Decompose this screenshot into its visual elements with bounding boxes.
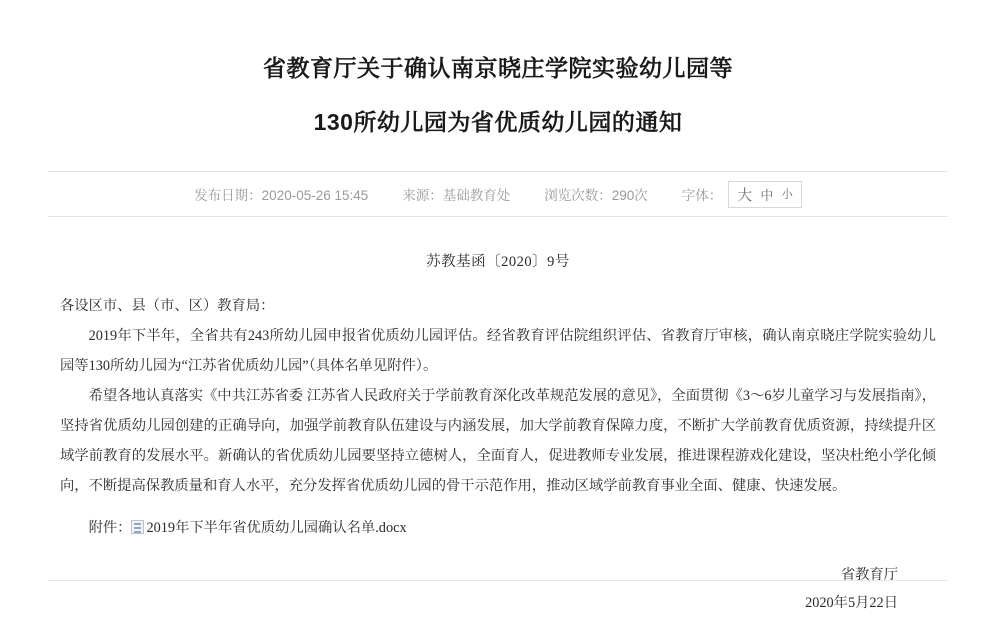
signature-organization: 省教育厅 — [840, 567, 898, 584]
document-body — [48, 247, 948, 617]
page-title-line-2: 130所幼儿园为省优质幼儿园的通知 — [313, 109, 683, 136]
view-count: 浏览次数：290次 — [544, 188, 648, 204]
font-size-options — [728, 181, 802, 208]
attachment-row — [60, 513, 936, 543]
font-size-label: 字体： — [681, 188, 723, 204]
font-size-large-button[interactable]: 大 — [737, 186, 753, 204]
document-paragraph-2: 希望各地认真落实《中共江苏省委 江苏省人民政府关于学前教育深化改革规范发展的意见》，全面贯彻《3～6岁儿童学习与发展指南》，坚持省优质幼儿园创建的正确导向，加强学前教育队伍建设与内涵发展，加大学前教育保障力度，不断扩大学前教育优质资源，持续提升区域学前教育的发展水平。新确认的省优质幼儿园要坚持立德树人，全面育人，促进教师专业发展，推进课程游戏化建设，坚决杜绝小学化倾向，不断提高保教质量和育人水平，充分发挥省优质幼儿园的骨干示范作用，推动区域学前教育事业全面、健康、快速发展。 — [60, 388, 936, 495]
document-meta-bar — [48, 171, 948, 217]
footer-divider — [48, 580, 948, 581]
document-number: 苏教基函〔2020〕9号 — [426, 254, 570, 271]
attachment-label: 附件： — [88, 520, 132, 537]
attachment-link[interactable]: 2019年下半年省优质幼儿园确认名单.docx — [146, 520, 407, 537]
publish-date: 发布日期：2020-05-26 15:45 — [194, 188, 369, 204]
signature-date: 2020年5月22日 — [805, 595, 898, 612]
document-file-icon — [131, 520, 144, 534]
page-title — [48, 41, 948, 149]
document-content — [48, 0, 948, 617]
font-size-control — [682, 181, 802, 208]
font-size-medium-button[interactable]: 中 — [760, 187, 774, 203]
document-salutation: 各设区市、县（市、区）教育局： — [60, 298, 275, 315]
page-title-line-1: 省教育厅关于确认南京晓庄学院实验幼儿园等 — [263, 55, 733, 82]
document-source: 来源：基础教育处 — [402, 188, 511, 204]
document-paragraph-1: 2019年下半年，全省共有243所幼儿园申报省优质幼儿园评估。经省教育评估院组织评估、省教育厅审核，确认南京晓庄学院实验幼儿园等130所幼儿园为“江苏省优质幼儿园”（具体名单见附件）。 — [60, 328, 936, 375]
document-signature — [60, 561, 936, 617]
font-size-small-button[interactable]: 小 — [781, 189, 793, 202]
